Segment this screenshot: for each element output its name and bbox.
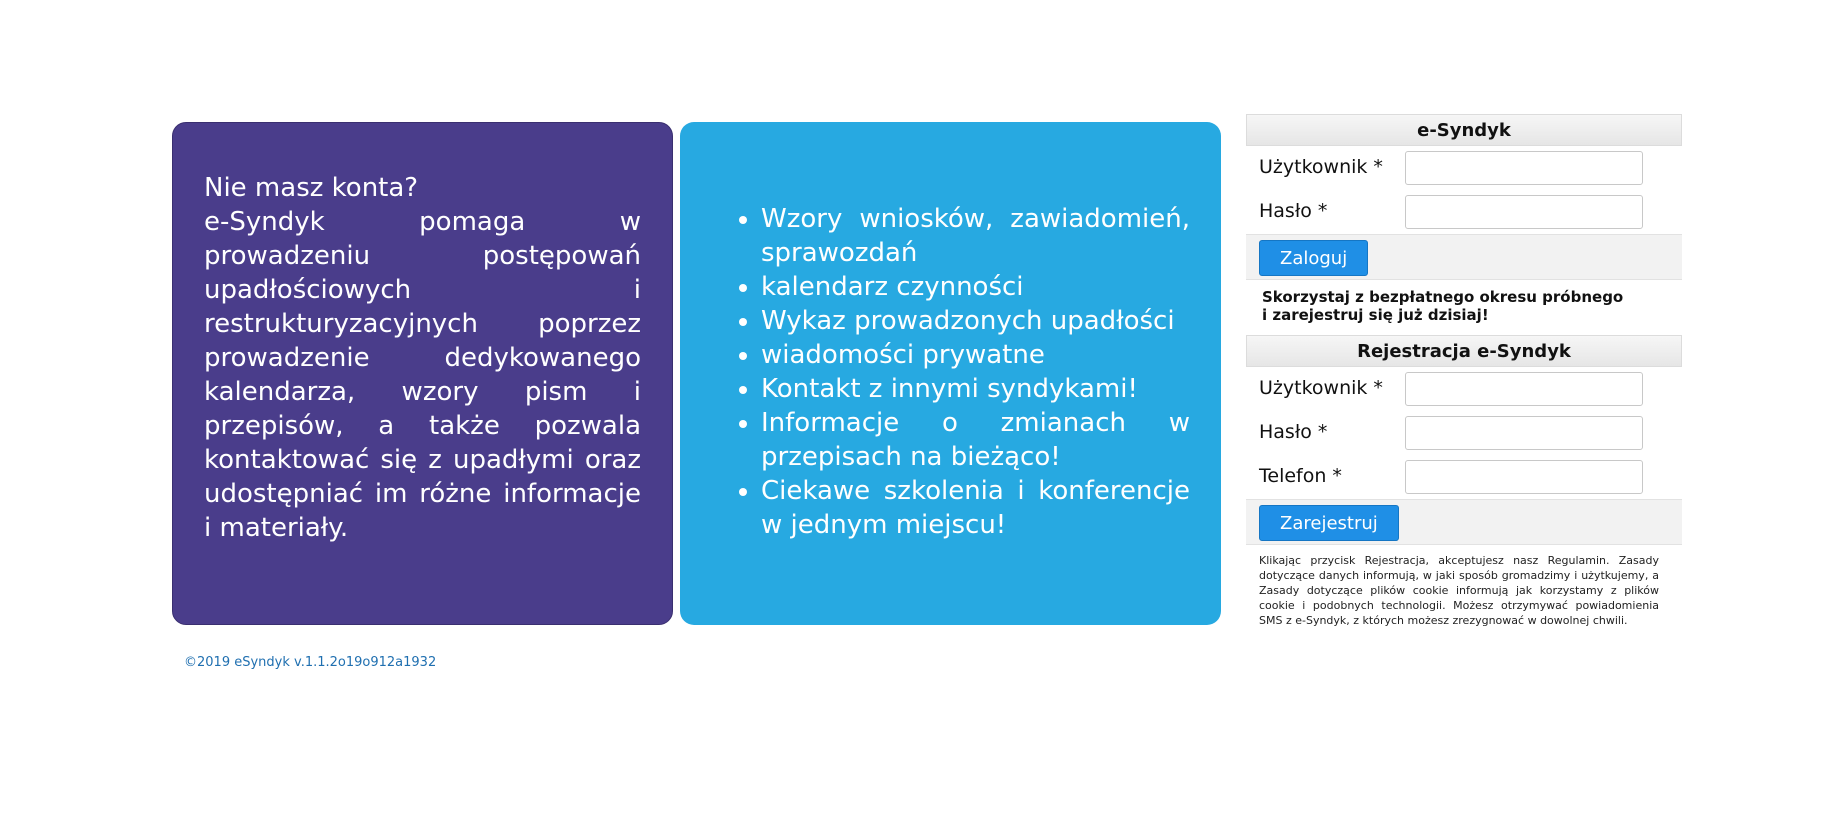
feature-item: • Wzory wniosków, zawiadomień, sprawozdań (761, 202, 1190, 270)
register-user-input[interactable] (1405, 372, 1643, 406)
promo-title: Nie masz konta? (204, 173, 419, 203)
register-user-row (1246, 367, 1682, 411)
login-button-row (1246, 234, 1682, 280)
feature-item: • Wykaz prowadzonych upadłości (761, 304, 1190, 338)
login-form (1246, 114, 1682, 280)
register-phone-input[interactable] (1405, 460, 1643, 494)
promo-panel (172, 122, 673, 625)
trial-line-1: Skorzystaj z bezpłatnego okresu próbnego (1262, 288, 1624, 306)
login-user-row (1246, 146, 1682, 190)
register-user-label: Użytkownik * (1259, 377, 1383, 399)
features-list (711, 202, 1190, 542)
register-password-label: Hasło * (1259, 421, 1328, 443)
feature-item: • kalendarz czynności (761, 270, 1190, 304)
feature-item: • wiadomości prywatne (761, 338, 1190, 372)
features-panel (680, 122, 1221, 625)
trial-notice (1262, 288, 1662, 324)
feature-item: • Ciekawe szkolenia i konferencje w jednym miejscu! (761, 474, 1190, 542)
register-button-row (1246, 499, 1682, 545)
login-header: e-Syndyk (1246, 114, 1682, 146)
register-password-row (1246, 411, 1682, 455)
login-password-input[interactable] (1405, 195, 1643, 229)
register-button[interactable]: Zarejestruj (1259, 505, 1399, 541)
register-form (1246, 335, 1682, 545)
login-password-row (1246, 190, 1682, 234)
login-password-label: Hasło * (1259, 200, 1328, 222)
trial-line-2: i zarejestruj się już dzisiaj! (1262, 306, 1489, 324)
login-user-label: Użytkownik * (1259, 156, 1383, 178)
register-phone-row (1246, 455, 1682, 499)
register-header: Rejestracja e-Syndyk (1246, 335, 1682, 367)
login-user-input[interactable] (1405, 151, 1643, 185)
feature-item: • Informacje o zmianach w przepisach na bieżąco! (761, 406, 1190, 474)
register-phone-label: Telefon * (1259, 465, 1342, 487)
footer-version: ©2019 eSyndyk v.1.1.2o19o912a1932 (184, 655, 437, 670)
feature-item: • Kontakt z innymi syndykami! (761, 372, 1190, 406)
promo-description: e-Syndyk pomaga w prowadzeniu postępowań upadłościowych i restrukturyzacyjnych poprzez prowadzenie dedykowanego kalendarza, wzory pism i przepisów, a także pozwala kontaktować się z upadłymi oraz udostępniać im różne informacje i materiały. (204, 207, 641, 543)
registration-legal-text: Klikając przycisk Rejestracja, akceptujesz nasz Regulamin. Zasady dotyczące danych informują, w jaki sposób gromadzimy i użytkujemy, a Zasady dotyczące plików cookie informują jak korzystamy z plików cookie i podobnych technologii. Możesz otrzymywać powiadomienia SMS z e-Syndyk, z których możesz zrezygnować w dowolnej chwili. (1259, 554, 1659, 627)
login-button[interactable]: Zaloguj (1259, 240, 1368, 276)
register-password-input[interactable] (1405, 416, 1643, 450)
